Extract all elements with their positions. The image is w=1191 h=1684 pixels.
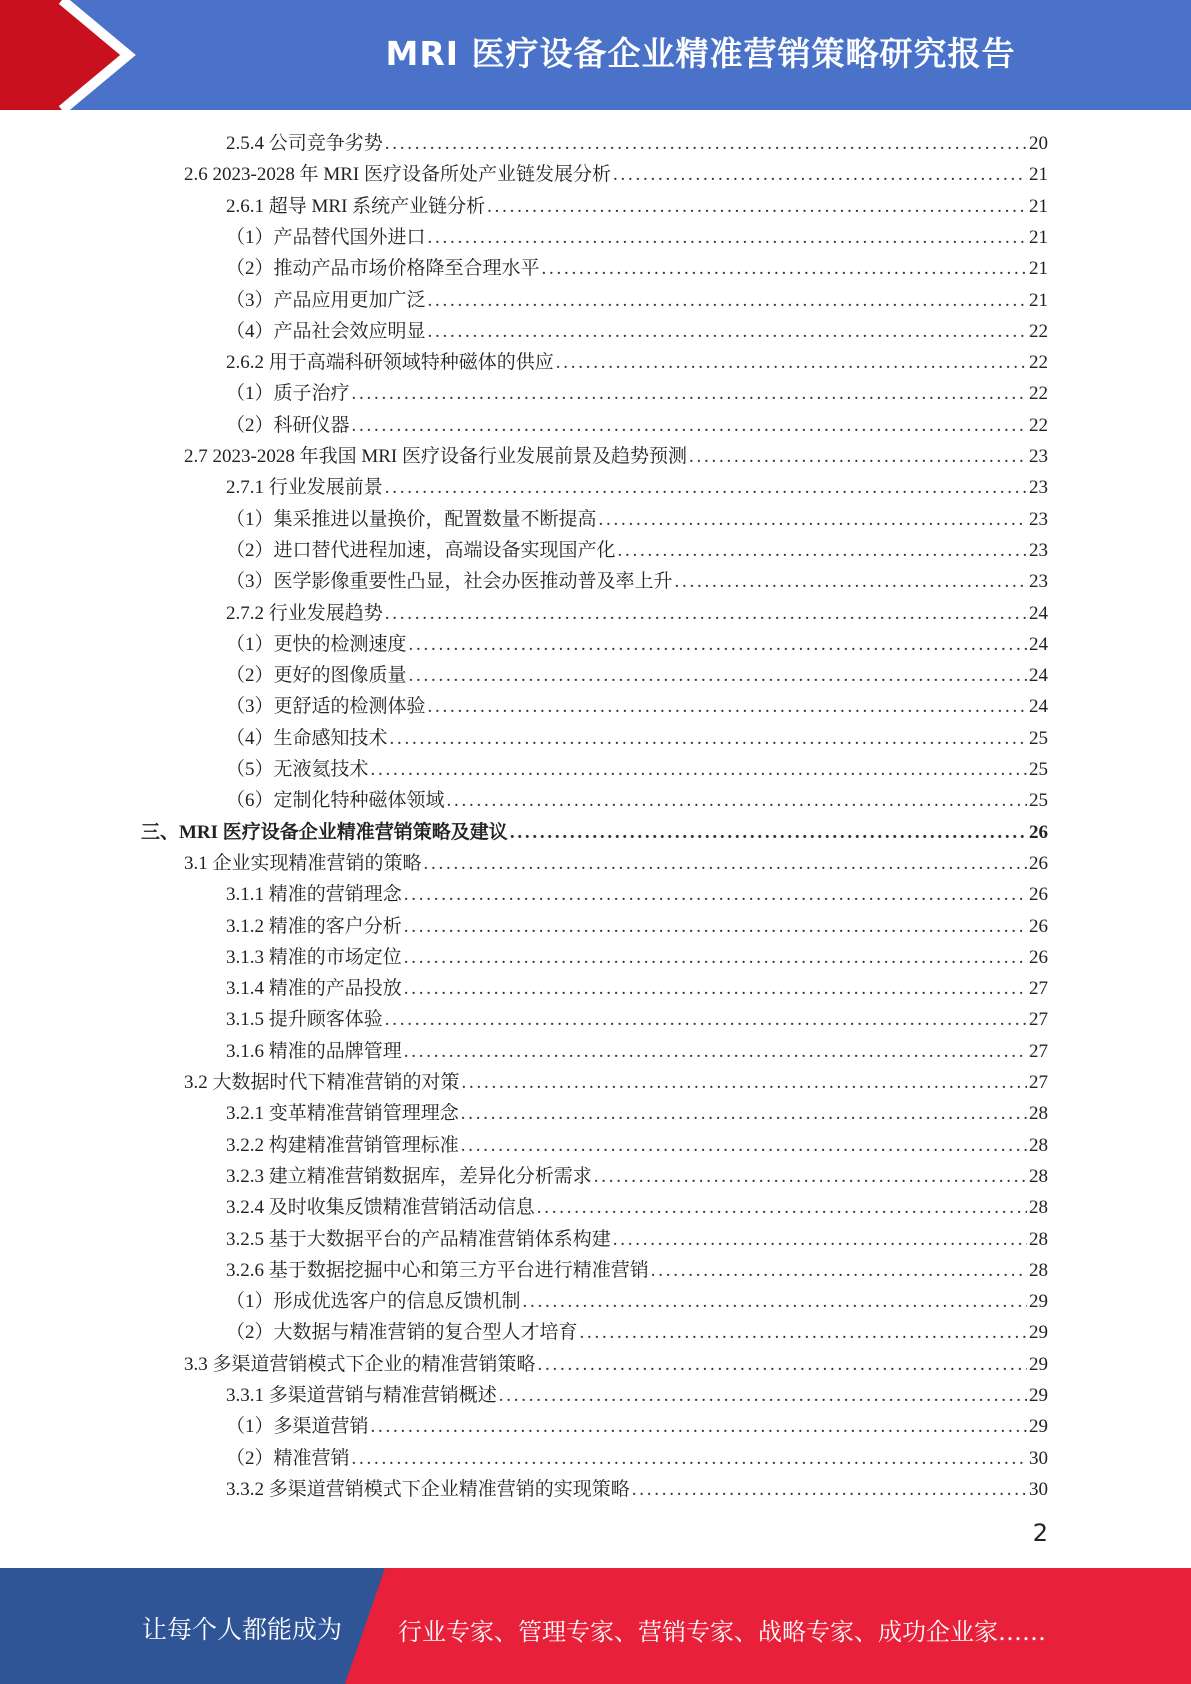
toc-entry-label: （1）产品替代国外进口 [226,226,426,248]
toc-dot-leader [428,285,1027,316]
toc-entry[interactable] [226,1380,1048,1411]
toc-entry-label: 3.1.5 提升顾客体验 [226,1009,383,1031]
toc-entry-label: 2.6 2023-2028 年 MRI 医疗设备所处产业链发展分析 [184,164,611,186]
toc-entry-page: 29 [1029,1291,1048,1313]
toc-entry-label: （1）形成优选客户的信息反馈机制 [226,1291,521,1313]
toc-entry-page: 28 [1029,1259,1048,1281]
toc-entry-label: 三、MRI 医疗设备企业精准营销策略及建议 [141,821,508,843]
toc-entry-page: 20 [1029,133,1048,154]
toc-entry[interactable] [226,285,1048,316]
toc-entry[interactable] [226,785,1048,816]
toc-entry[interactable] [184,159,1048,190]
toc-entry-page: 26 [1029,915,1048,937]
toc-dot-leader [371,754,1027,785]
toc-dot-leader [404,973,1027,1004]
toc-entry[interactable] [184,1067,1048,1098]
toc-entry-label: 3.2.2 构建精准营销管理标准 [226,1134,459,1156]
toc-dot-leader [352,410,1027,441]
toc-entry[interactable] [184,441,1048,472]
toc-entry[interactable] [226,879,1048,910]
toc-dot-leader [651,1255,1027,1286]
toc-entry-label: 3.2 大数据时代下精准营销的对策 [184,1072,460,1093]
toc-entry[interactable] [226,1098,1048,1129]
toc-entry[interactable] [226,754,1048,785]
toc-entry[interactable] [226,973,1048,1004]
toc-entry-label: （4）生命感知技术 [226,727,388,749]
toc-entry-page: 30 [1029,1447,1048,1469]
toc-entry[interactable] [184,1349,1048,1380]
toc-entry-label: （2）科研仪器 [226,414,350,436]
toc-entry[interactable] [226,1286,1048,1317]
toc-dot-leader [613,1224,1027,1255]
toc-entry-label: 2.7.1 行业发展前景 [226,477,383,499]
toc-entry-label: （2）进口替代进程加速，高端设备实现国产化 [226,539,616,561]
toc-entry-label: 2.6.1 超导 MRI 系统产业链分析 [226,195,486,217]
toc-entry-label: （2）精准营销 [226,1447,350,1469]
toc-dot-leader [404,942,1027,973]
toc-entry-label: （1）集采推进以量换价，配置数量不断提高 [226,508,597,530]
toc-dot-leader [613,159,1027,190]
toc-entry[interactable] [226,222,1048,253]
toc-entry[interactable] [226,191,1048,222]
toc-entry-page: 28 [1029,1165,1048,1187]
toc-entry[interactable] [226,1004,1048,1035]
toc-entry-page: 29 [1029,1353,1048,1375]
toc-entry-label: 3.3.1 多渠道营销与精准营销概述 [226,1385,497,1406]
toc-dot-leader [542,253,1027,284]
toc-entry-page: 21 [1029,195,1048,217]
toc-entry[interactable] [184,848,1048,879]
toc-entry-label: （1）质子治疗 [226,383,350,405]
toc-entry-page: 21 [1029,289,1048,311]
footer-slogan-right: 行业专家、管理专家、营销专家、战略专家、成功企业家…… [398,1618,1046,1646]
toc-entry[interactable] [226,598,1048,629]
toc-entry[interactable] [226,504,1048,535]
toc-entry-label: 3.1 企业实现精准营销的策略 [184,852,422,874]
toc-entry-label: 3.2.5 基于大数据平台的产品精准营销体系构建 [226,1228,611,1250]
toc-entry-page: 27 [1029,1009,1048,1031]
toc-entry[interactable] [226,1130,1048,1161]
toc-dot-leader [632,1474,1027,1505]
toc-entry-label: 3.1.2 精准的客户分析 [226,915,402,937]
toc-dot-leader [424,848,1027,879]
toc-entry[interactable] [226,1255,1048,1286]
toc-entry[interactable] [226,1411,1048,1442]
toc-entry[interactable] [226,535,1048,566]
toc-dot-leader [594,1161,1027,1192]
toc-entry-label: 2.7.2 行业发展趋势 [226,602,383,624]
toc-dot-leader [428,691,1027,722]
toc-entry[interactable] [226,410,1048,441]
toc-entry-page: 28 [1029,1103,1048,1125]
toc-entry-label: 3.2.4 及时收集反馈精准营销活动信息 [226,1197,535,1219]
toc-dot-leader [537,1192,1027,1223]
toc-dot-leader [462,1067,1027,1098]
toc-dot-leader [404,911,1027,942]
toc-dot-leader [385,472,1027,503]
toc-entry-page: 27 [1029,1072,1048,1093]
toc-entry[interactable] [226,472,1048,503]
toc-entry[interactable] [226,566,1048,597]
toc-entry-page: 29 [1029,1385,1048,1406]
toc-entry-label: （6）定制化特种磁体领域 [226,790,445,812]
toc-entry-label: （4）产品社会效应明显 [226,320,426,342]
toc-dot-leader [599,504,1027,535]
toc-entry-page: 30 [1029,1478,1048,1500]
toc-entry[interactable] [226,378,1048,409]
toc-entry-label: （1）更快的检测速度 [226,633,407,655]
toc-entry-label: （2）大数据与精准营销的复合型人才培育 [226,1322,578,1344]
footer-slogan-left: 让每个人都能成为 [142,1615,343,1644]
toc-dot-leader [523,1286,1027,1317]
toc-dot-leader [428,222,1027,253]
toc-dot-leader [538,1349,1027,1380]
toc-entry-page: 22 [1029,383,1048,405]
toc-entry-page: 29 [1029,1322,1048,1344]
toc-dot-leader [510,817,1027,848]
page-number: 2 [1032,1519,1048,1547]
toc-entry-page: 28 [1029,1134,1048,1156]
toc-entry-label: 3.1.3 精准的市场定位 [226,946,402,968]
toc-entry[interactable] [141,817,1048,848]
toc-entry[interactable] [226,253,1048,284]
toc-entry[interactable] [226,347,1048,378]
toc-entry-page: 21 [1029,164,1048,186]
toc-entry[interactable] [226,1161,1048,1192]
toc-entry[interactable] [226,723,1048,754]
toc-dot-leader [487,191,1027,222]
toc-entry-label: （3）更舒适的检测体验 [226,696,426,718]
report-title: MRI 医疗设备企业精准营销策略研究报告 [385,34,1016,73]
toc-entry-page: 28 [1029,1197,1048,1219]
toc-dot-leader [385,1004,1027,1035]
toc-entry-label: 2.7 2023-2028 年我国 MRI 医疗设备行业发展前景及趋势预测 [184,446,687,467]
toc-entry-page: 24 [1029,633,1048,655]
toc-dot-leader [385,128,1027,159]
toc-entry-label: （3）医学影像重要性凸显，社会办医推动普及率上升 [226,571,673,593]
toc-entry-page: 26 [1029,946,1048,968]
toc-entry[interactable] [226,128,1048,159]
toc-dot-leader [689,441,1027,472]
toc-entry-page: 22 [1029,352,1048,374]
toc-entry-page: 24 [1029,696,1048,718]
toc-entry[interactable] [226,316,1048,347]
toc-entry-page: 27 [1029,1040,1048,1062]
toc-dot-leader [428,316,1027,347]
toc-entry-label: （1）多渠道营销 [226,1416,369,1438]
toc-entry-page: 23 [1029,508,1048,530]
toc-dot-leader [447,785,1027,816]
toc-entry-label: 2.6.2 用于高端科研领域特种磁体的供应 [226,352,554,374]
toc-entry-label: 3.2.6 基于数据挖掘中心和第三方平台进行精准营销 [226,1259,649,1281]
toc-entry[interactable] [226,660,1048,691]
toc-entry[interactable] [226,942,1048,973]
toc-entry-page: 26 [1029,852,1048,874]
toc-entry-page: 24 [1029,665,1048,687]
toc-dot-leader [580,1317,1027,1348]
toc-entry-label: 3.2.1 变革精准营销管理理念 [226,1103,459,1125]
toc-dot-leader [371,1411,1027,1442]
toc-entry-page: 28 [1029,1228,1048,1250]
toc-entry-label: 3.2.3 建立精准营销数据库，差异化分析需求 [226,1165,592,1187]
toc-entry-page: 29 [1029,1416,1048,1438]
toc-entry-label: （2）更好的图像质量 [226,665,407,687]
toc-entry-page: 25 [1029,727,1048,749]
toc-entry-label: （2）推动产品市场价格降至合理水平 [226,258,540,280]
toc-dot-leader [618,535,1027,566]
toc-dot-leader [409,629,1027,660]
toc-dot-leader [390,723,1027,754]
toc-dot-leader [499,1380,1027,1411]
toc-entry[interactable] [226,1192,1048,1223]
toc-entry[interactable] [226,1224,1048,1255]
toc-dot-leader [461,1098,1027,1129]
toc-dot-leader [404,1036,1027,1067]
toc-dot-leader [385,598,1027,629]
toc-entry-label: 3.3 多渠道营销模式下企业的精准营销策略 [184,1353,536,1375]
toc-entry[interactable] [226,1474,1048,1505]
toc-entry-page: 25 [1029,790,1048,812]
toc-entry-page: 25 [1029,759,1048,780]
toc-entry-label: 3.1.1 精准的营销理念 [226,884,402,906]
toc-entry-page: 21 [1029,226,1048,248]
toc-entry-page: 22 [1029,414,1048,436]
toc-entry[interactable] [226,691,1048,722]
toc-entry-label: 3.1.6 精准的品牌管理 [226,1040,402,1062]
toc-entry-page: 23 [1029,477,1048,499]
toc-entry[interactable] [226,1317,1048,1348]
toc-entry-page: 26 [1029,884,1048,906]
toc-dot-leader [352,1443,1027,1474]
toc-dot-leader [461,1130,1027,1161]
page-header [0,0,1191,110]
toc-dot-leader [352,378,1027,409]
toc-entry-page: 22 [1029,320,1048,342]
toc-entry-label: （5）无液氦技术 [226,759,369,780]
toc-entry[interactable] [226,1443,1048,1474]
toc-entry[interactable] [226,911,1048,942]
toc-entry-label: 2.5.4 公司竞争劣势 [226,133,383,154]
toc-entry-page: 23 [1029,571,1048,593]
toc-entry-label: 3.3.2 多渠道营销模式下企业精准营销的实现策略 [226,1478,630,1500]
toc-entry[interactable] [226,629,1048,660]
chevron-arrow-icon [0,0,160,110]
toc-dot-leader [675,566,1027,597]
toc-dot-leader [409,660,1027,691]
toc-entry-page: 24 [1029,602,1048,624]
toc-entry-label: （3）产品应用更加广泛 [226,289,426,311]
toc-entry[interactable] [226,1036,1048,1067]
toc-dot-leader [404,879,1027,910]
toc-entry-page: 23 [1029,446,1048,467]
toc-entry-page: 26 [1029,821,1048,843]
toc-entry-label: 3.1.4 精准的产品投放 [226,978,402,1000]
toc-entry-page: 21 [1029,258,1048,280]
toc-dot-leader [556,347,1027,378]
toc-entry-page: 27 [1029,978,1048,1000]
page-footer [0,1568,1191,1684]
toc-entry-page: 23 [1029,539,1048,561]
